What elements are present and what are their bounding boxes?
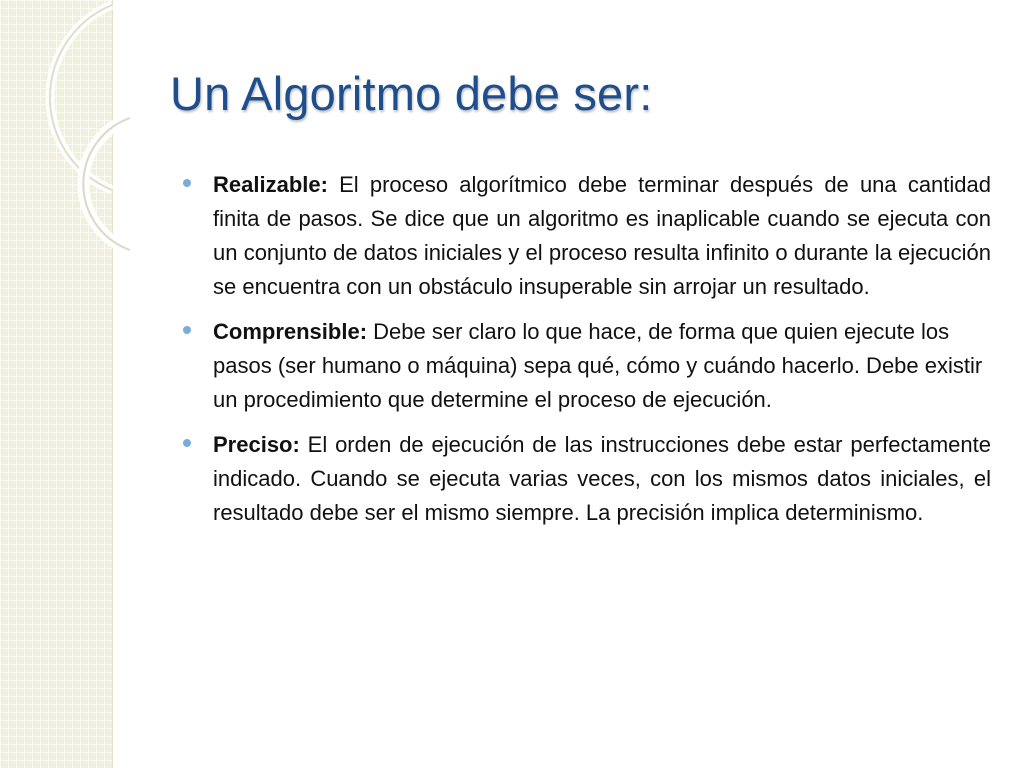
bullet-dot-icon bbox=[183, 326, 191, 334]
bullet-description: El orden de ejecución de las instrucciones debe estar perfectamente indicado. Cuando se ejecuta varias veces, con los mismos datos iniciales, el resultado debe ser el mismo siempre. La precisión implica determinismo. bbox=[213, 432, 991, 525]
bullet-list bbox=[183, 168, 991, 541]
bullet-item-realizable bbox=[183, 168, 991, 304]
slide-title: Un Algoritmo debe ser: bbox=[170, 67, 653, 120]
bullet-text bbox=[213, 428, 991, 530]
bullet-text bbox=[213, 315, 991, 417]
bullet-description: El proceso algorítmico debe terminar después de una cantidad finita de pasos. Se dice que un algoritmo es inaplicable cuando se ejecuta con un conjunto de datos iniciales y el proceso resulta infinito o durante la ejecución se encuentra con un obstáculo insuperable sin arrojar un resultado. bbox=[213, 172, 991, 299]
bullet-dot-icon bbox=[183, 179, 191, 187]
bullet-text bbox=[213, 168, 991, 304]
bullet-term: Realizable: bbox=[213, 172, 328, 197]
bullet-term: Preciso: bbox=[213, 432, 300, 457]
bullet-description: Debe ser claro lo que hace, de forma que quien ejecute los pasos (ser humano o máquina) sepa qué, cómo y cuándo hacerlo. Debe existir un procedimiento que determine el proceso de ejecución. bbox=[213, 319, 983, 412]
bullet-item-comprensible bbox=[183, 315, 991, 417]
decorative-rings bbox=[0, 0, 130, 260]
bullet-item-preciso bbox=[183, 428, 991, 530]
bullet-term: Comprensible: bbox=[213, 319, 368, 344]
bullet-dot-icon bbox=[183, 439, 191, 447]
